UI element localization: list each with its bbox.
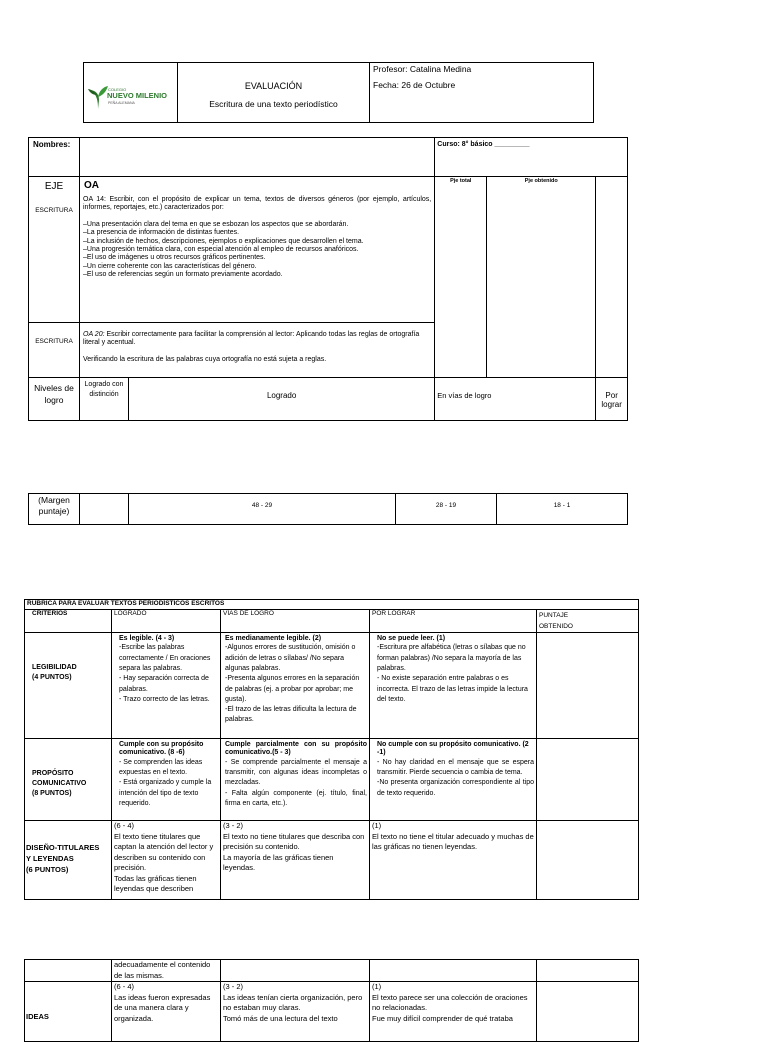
diseno-por: (1) El texto no tiene el titular adecuado y muchas de las gráficas no tienen leyendas. — [370, 821, 537, 900]
margen-logrado-cell — [129, 494, 396, 525]
ideas-criterio: IDEAS — [26, 1012, 49, 1021]
oa14-cell — [80, 177, 435, 323]
oa20-verify: Verificando la escritura de las palabras cuya ortografía no está sujeta a reglas. — [83, 355, 327, 363]
col-por-lograr: POR LOGRAR — [370, 610, 537, 633]
title-cell — [178, 63, 370, 123]
pje-total-cell — [435, 177, 487, 378]
logrado-dist-cell — [80, 378, 129, 421]
nombres-input[interactable] — [80, 138, 435, 177]
school-name: NUEVO MILENIO — [107, 91, 168, 100]
escritura-label-1: ESCRITURA — [35, 207, 73, 214]
rubric-title: RÚBRICA PARA EVALUAR TEXTOS PERIODÍSTICOS ESCRITOS — [27, 600, 225, 607]
niveles-label: Niveles de logro — [34, 383, 74, 405]
margen-vias-cell — [396, 494, 497, 525]
row-diseno — [25, 821, 639, 900]
margen-vias: 28 - 19 — [435, 502, 457, 509]
cont-criterio — [25, 960, 112, 982]
diseno-puntaje[interactable] — [537, 821, 639, 900]
margen-dist-cell — [80, 494, 129, 525]
legibilidad-vias: Es medianamente legible. (2) -Algunos errores de sustitución, omisión o adición de letras o sílabas/ /No separa algunas palabras. -Presenta algunos errores en la separación de palabras (ej. a probar por aprobar; me gusta). -El trazo de las letras dificulta la lectura de palabras. — [221, 633, 370, 739]
margen-logrado: 48 - 29 — [251, 502, 273, 509]
school-logo — [88, 83, 176, 113]
pje-obtenido-label: Pje obtenido — [524, 178, 558, 184]
proposito-logrado: Cumple con su propósito comunicativo. (8 -6) - Se comprenden las ideas expuestas en el texto. - Está organizado y cumple la intención del tipo de texto requerido. — [112, 739, 221, 821]
logrado-cell — [129, 378, 435, 421]
niveles-cell — [29, 378, 80, 421]
margen-table — [28, 493, 628, 525]
diseno-criterio: DISEÑO-TITULARES Y LEYENDAS (6 PUNTOS) — [26, 843, 100, 874]
col-vias: VÍAS DE LOGRO — [221, 610, 370, 633]
oa14-item: –La inclusión de hechos, descripciones, ejemplos o explicaciones que desarrollen el tema. — [83, 237, 364, 245]
school-sub: PEÑA ALEMANA — [108, 101, 135, 105]
row-legibilidad — [25, 633, 639, 739]
eval-title: EVALUACIÓN — [244, 81, 303, 91]
continuation-table — [24, 959, 639, 1042]
legibilidad-puntaje[interactable] — [537, 633, 639, 739]
oa14-item: –La presencia de información de distintas fuentes. — [83, 229, 240, 237]
header-box — [83, 62, 594, 123]
info-table — [28, 137, 628, 421]
margen-por-cell — [497, 494, 628, 525]
oa14-item: –Una progresión temática clara, con especial atención al empleo de recursos anafóricos. — [83, 246, 359, 254]
eval-subtitle: Escritura de una texto periodístico — [209, 99, 338, 109]
ideas-por: (1) El texto parece ser una colección de oraciones no relacionadas. Fue muy difícil comprender de qué trataba — [370, 982, 537, 1042]
cont-puntaje — [537, 960, 639, 982]
col-puntaje: PUNTAJE OBTENIDO — [537, 610, 639, 633]
por-lograr-cell — [596, 378, 628, 421]
legibilidad-criterio: LEGIBILIDAD (4 PUNTOS) — [32, 664, 77, 681]
cont-vias — [221, 960, 370, 982]
en-vias-cell — [435, 378, 596, 421]
col-logrado: LOGRADO — [112, 610, 221, 633]
teacher-cell — [370, 63, 594, 123]
oa14-item: –Una presentación clara del tema en que se esbozan los aspectos que se abordarán. — [83, 220, 349, 228]
diseno-criterio-cell — [25, 821, 112, 900]
rubric-table — [24, 599, 639, 900]
oa14-item: –Un cierre coherente con las características del género. — [83, 262, 257, 270]
eje-cell — [29, 177, 80, 323]
oa14-list — [83, 221, 431, 280]
eje-label: EJE — [44, 181, 64, 192]
proposito-vias: Cumple parcialmente con su propósito comunicativo.(5 - 3) - Se comprende parcialmente el mensaje a transmitir, con algunas ideas incompletas o mezcladas. - Falta algún componente (ej. título, final, firma en carta, etc.). — [221, 739, 370, 821]
oa14-item: –El uso de referencias según un formato previamente acordado. — [83, 271, 283, 279]
legibilidad-por: No se puede leer. (1) -Escritura pre alfabética (letras o sílabas que no forman palabras) /No separa la mayoría de las palabras. - No existe separación entre palabras o es incorrecta. El trazo de las letras impide la lectura del texto. — [370, 633, 537, 739]
cont-por — [370, 960, 537, 982]
oa20-cell — [80, 323, 435, 378]
blank-cell — [596, 177, 628, 378]
cont-logrado: adecuadamente el contenido de las mismas. — [112, 960, 221, 982]
margen-label: (Margen puntaje) — [38, 495, 70, 516]
row-proposito — [25, 739, 639, 821]
ideas-puntaje[interactable] — [537, 982, 639, 1042]
legibilidad-criterio-cell — [25, 633, 112, 739]
ideas-logrado: (6 - 4) Las ideas fueron expresadas de una manera clara y organizada. — [112, 982, 221, 1042]
profesor: Profesor: Catalina Medina — [373, 64, 472, 74]
rubric-title-cell — [25, 600, 639, 610]
por-lograr-label: Por lograr — [601, 391, 622, 409]
escritura-label-2: ESCRITURA — [35, 338, 73, 345]
proposito-criterio: PROPÓSITO COMUNICATIVO (8 PUNTOS) — [32, 770, 87, 797]
logo-cell — [84, 63, 178, 123]
curso-cell — [435, 138, 628, 177]
diseno-vias: (3 - 2) El texto no tiene titulares que describa con precisión su contenido. La mayoría de las gráficas tienen leyendas. — [221, 821, 370, 900]
school-small: COLEGIO — [108, 87, 127, 92]
eje-cell-2 — [29, 323, 80, 378]
proposito-por: No cumple con su propósito comunicativo. (2 -1) - No hay claridad en el mensaje que se espera transmitir. Pierde secuencia o cambia de tema. -No presenta organización correspondiente al tipo de texto requerido. — [370, 739, 537, 821]
diseno-logrado: (6 - 4) El texto tiene titulares que captan la atención del lector y describen su contenido con precisión. Todas las gráficas tienen leyendas que describen — [112, 821, 221, 900]
nombres-label-cell: Nombres: — [29, 138, 80, 177]
pje-total-label: Pje total — [450, 178, 472, 184]
curso-label: Curso: 8° básico _________ — [437, 141, 530, 148]
fecha: Fecha: 26 de Octubre — [373, 80, 456, 90]
oa14-intro: OA 14: Escribir, con el propósito de explicar un tema, textos de diversos géneros (por ejemplo, artículos, informes, reportajes, etc.) caracterizados por: — [83, 196, 432, 212]
proposito-puntaje[interactable] — [537, 739, 639, 821]
leaf-icon — [88, 83, 108, 109]
oa20-text: OA 20: Escribir correctamente para facilitar la comprensión al lector: Aplicando todas las reglas de ortografía literal y acentual. — [83, 331, 420, 347]
ideas-criterio-cell — [25, 982, 112, 1042]
oa-label: OA — [84, 180, 99, 191]
pje-obtenido-cell[interactable] — [487, 177, 596, 378]
logrado-dist-label: Logrado con distinción — [84, 381, 124, 398]
logrado-label: Logrado — [266, 391, 297, 400]
margen-label-cell — [29, 494, 80, 525]
col-criterios: CRITERIOS — [25, 610, 112, 633]
oa14-item: –El uso de imágenes u otros recursos gráficos pertinentes. — [83, 254, 266, 262]
proposito-criterio-cell — [25, 739, 112, 821]
ideas-vias: (3 - 2) Las ideas tenían cierta organización, pero no estaban muy claras. Tomó más de una lectura del texto — [221, 982, 370, 1042]
margen-por: 18 - 1 — [553, 502, 571, 509]
en-vias-label: En vías de logro — [437, 391, 492, 400]
legibilidad-logrado: Es legible. (4 - 3) -Escribe las palabras correctamente / En oraciones separa las palabras. - Hay separación correcta de palabras. - Trazo correcto de las letras. — [112, 633, 221, 739]
